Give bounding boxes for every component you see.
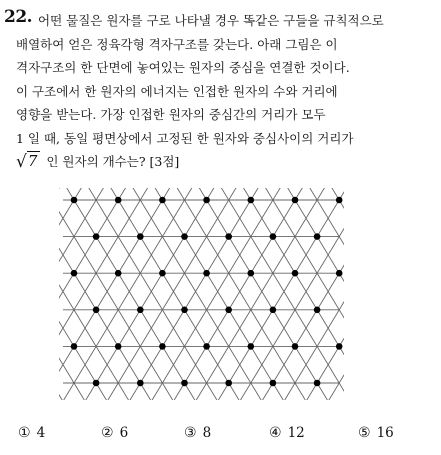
lattice-diagonal-line: [0, 186, 14, 416]
question-line-2: 배열하여 얻은 정육각형 격자구조를 갖는다. 아래 그림은 이: [16, 36, 338, 52]
lattice-diagonal-line: [0, 186, 144, 416]
atom-point: [159, 343, 166, 350]
atom-point: [181, 307, 188, 314]
radicand: 7: [27, 151, 41, 170]
choice-4-value: 12: [287, 425, 305, 441]
atom-point: [225, 307, 232, 314]
lattice-diagonal-line: [0, 186, 77, 416]
atom-point: [248, 343, 255, 350]
question-line-1: 어떤 물질은 원자를 구로 나타낼 경우 똑같은 구들을 규칙적으로: [38, 13, 384, 28]
choice-5[interactable]: [358, 425, 394, 441]
atom-point: [292, 270, 299, 277]
choice-5-value: 16: [376, 425, 394, 441]
lattice-diagonal-line: [0, 186, 99, 416]
question-line-5: 영향을 받는다. 가장 인접한 원자의 중심간의 거리가 모두: [16, 107, 326, 122]
atom-point: [203, 343, 210, 350]
lattice-diagonal-line: [292, 186, 441, 416]
lattice-diagonal-line: [0, 186, 102, 416]
atom-point: [336, 197, 343, 204]
choice-4[interactable]: [269, 425, 305, 441]
question-line-6: 1 일 때, 동일 평면상에서 고정된 한 원자와 중심사이의 거리가: [16, 130, 354, 146]
lattice-diagonal-line: [336, 186, 441, 416]
atom-point: [336, 270, 343, 277]
atom-point: [93, 307, 100, 314]
choice-1-value: 4: [36, 425, 46, 441]
atom-point: [270, 380, 277, 387]
atom-point: [336, 343, 343, 350]
atom-point: [292, 197, 299, 204]
atom-point: [314, 307, 321, 314]
lattice-diagonal-line: [0, 186, 121, 416]
atom-point: [71, 197, 78, 204]
question-line-4: 이 구조에서 한 원자의 에너지는 인접한 원자의 수와 거리에: [16, 83, 338, 99]
choice-1-mark: ①: [18, 425, 31, 441]
atom-point: [115, 270, 122, 277]
choice-4-mark: ④: [269, 425, 282, 441]
lattice-diagonal-line: [333, 186, 441, 416]
atom-point: [115, 343, 122, 350]
lattice-diagonal-line: [0, 186, 58, 416]
atom-point: [203, 197, 210, 204]
atom-point: [270, 307, 277, 314]
atom-point: [71, 343, 78, 350]
atom-point: [270, 233, 277, 240]
question-text: [16, 9, 441, 174]
lattice-diagonal-line: [0, 186, 33, 416]
radical-sign: √: [16, 152, 27, 172]
atom-point: [137, 380, 144, 387]
atom-point: [93, 380, 100, 387]
triangular-lattice-figure: [0, 186, 441, 416]
choice-2-mark: ②: [101, 425, 114, 441]
question-line-7: [16, 150, 441, 174]
atom-point: [314, 380, 321, 387]
choice-1[interactable]: [18, 425, 45, 441]
atom-point: [225, 380, 232, 387]
sqrt-expression: [16, 150, 40, 175]
atom-point: [137, 233, 144, 240]
atom-point: [137, 307, 144, 314]
choice-3-mark: ③: [184, 425, 197, 441]
lattice-diagonal-line: [0, 186, 55, 416]
lattice-diagonal-line: [380, 186, 441, 416]
atom-point: [93, 233, 100, 240]
question-line-3: 격자구조의 한 단면에 놓여있는 원자의 중심을 연결한 것이다.: [16, 60, 350, 75]
atom-point: [248, 197, 255, 204]
atom-point: [292, 343, 299, 350]
atom-point: [203, 270, 210, 277]
question-line-7-text: 인 원자의 개수는? [3점]: [42, 154, 180, 169]
choice-2[interactable]: [101, 425, 128, 441]
lattice-diagonal-line: [402, 186, 441, 416]
lattice-diagonal-line: [358, 186, 441, 416]
atom-point: [248, 270, 255, 277]
choice-3-value: 8: [202, 425, 212, 441]
atom-point: [115, 197, 122, 204]
choice-5-mark: ⑤: [358, 425, 371, 441]
atom-point: [314, 233, 321, 240]
lattice-diagonal-line: [311, 186, 441, 416]
atom-point: [159, 197, 166, 204]
question-number: 22.: [4, 7, 33, 27]
lattice-diagonal-line: [0, 186, 36, 416]
atom-point: [225, 233, 232, 240]
lattice-diagonal-line: [0, 186, 11, 416]
atom-point: [181, 380, 188, 387]
atom-point: [71, 270, 78, 277]
choice-3[interactable]: [184, 425, 211, 441]
lattice-lines: [0, 186, 441, 416]
choice-2-value: 6: [119, 425, 129, 441]
lattice-diagonal-line: [424, 186, 441, 416]
atom-point: [159, 270, 166, 277]
lattice-diagonal-line: [314, 186, 441, 416]
lattice-diagonal-line: [267, 186, 431, 416]
atom-point: [181, 233, 188, 240]
